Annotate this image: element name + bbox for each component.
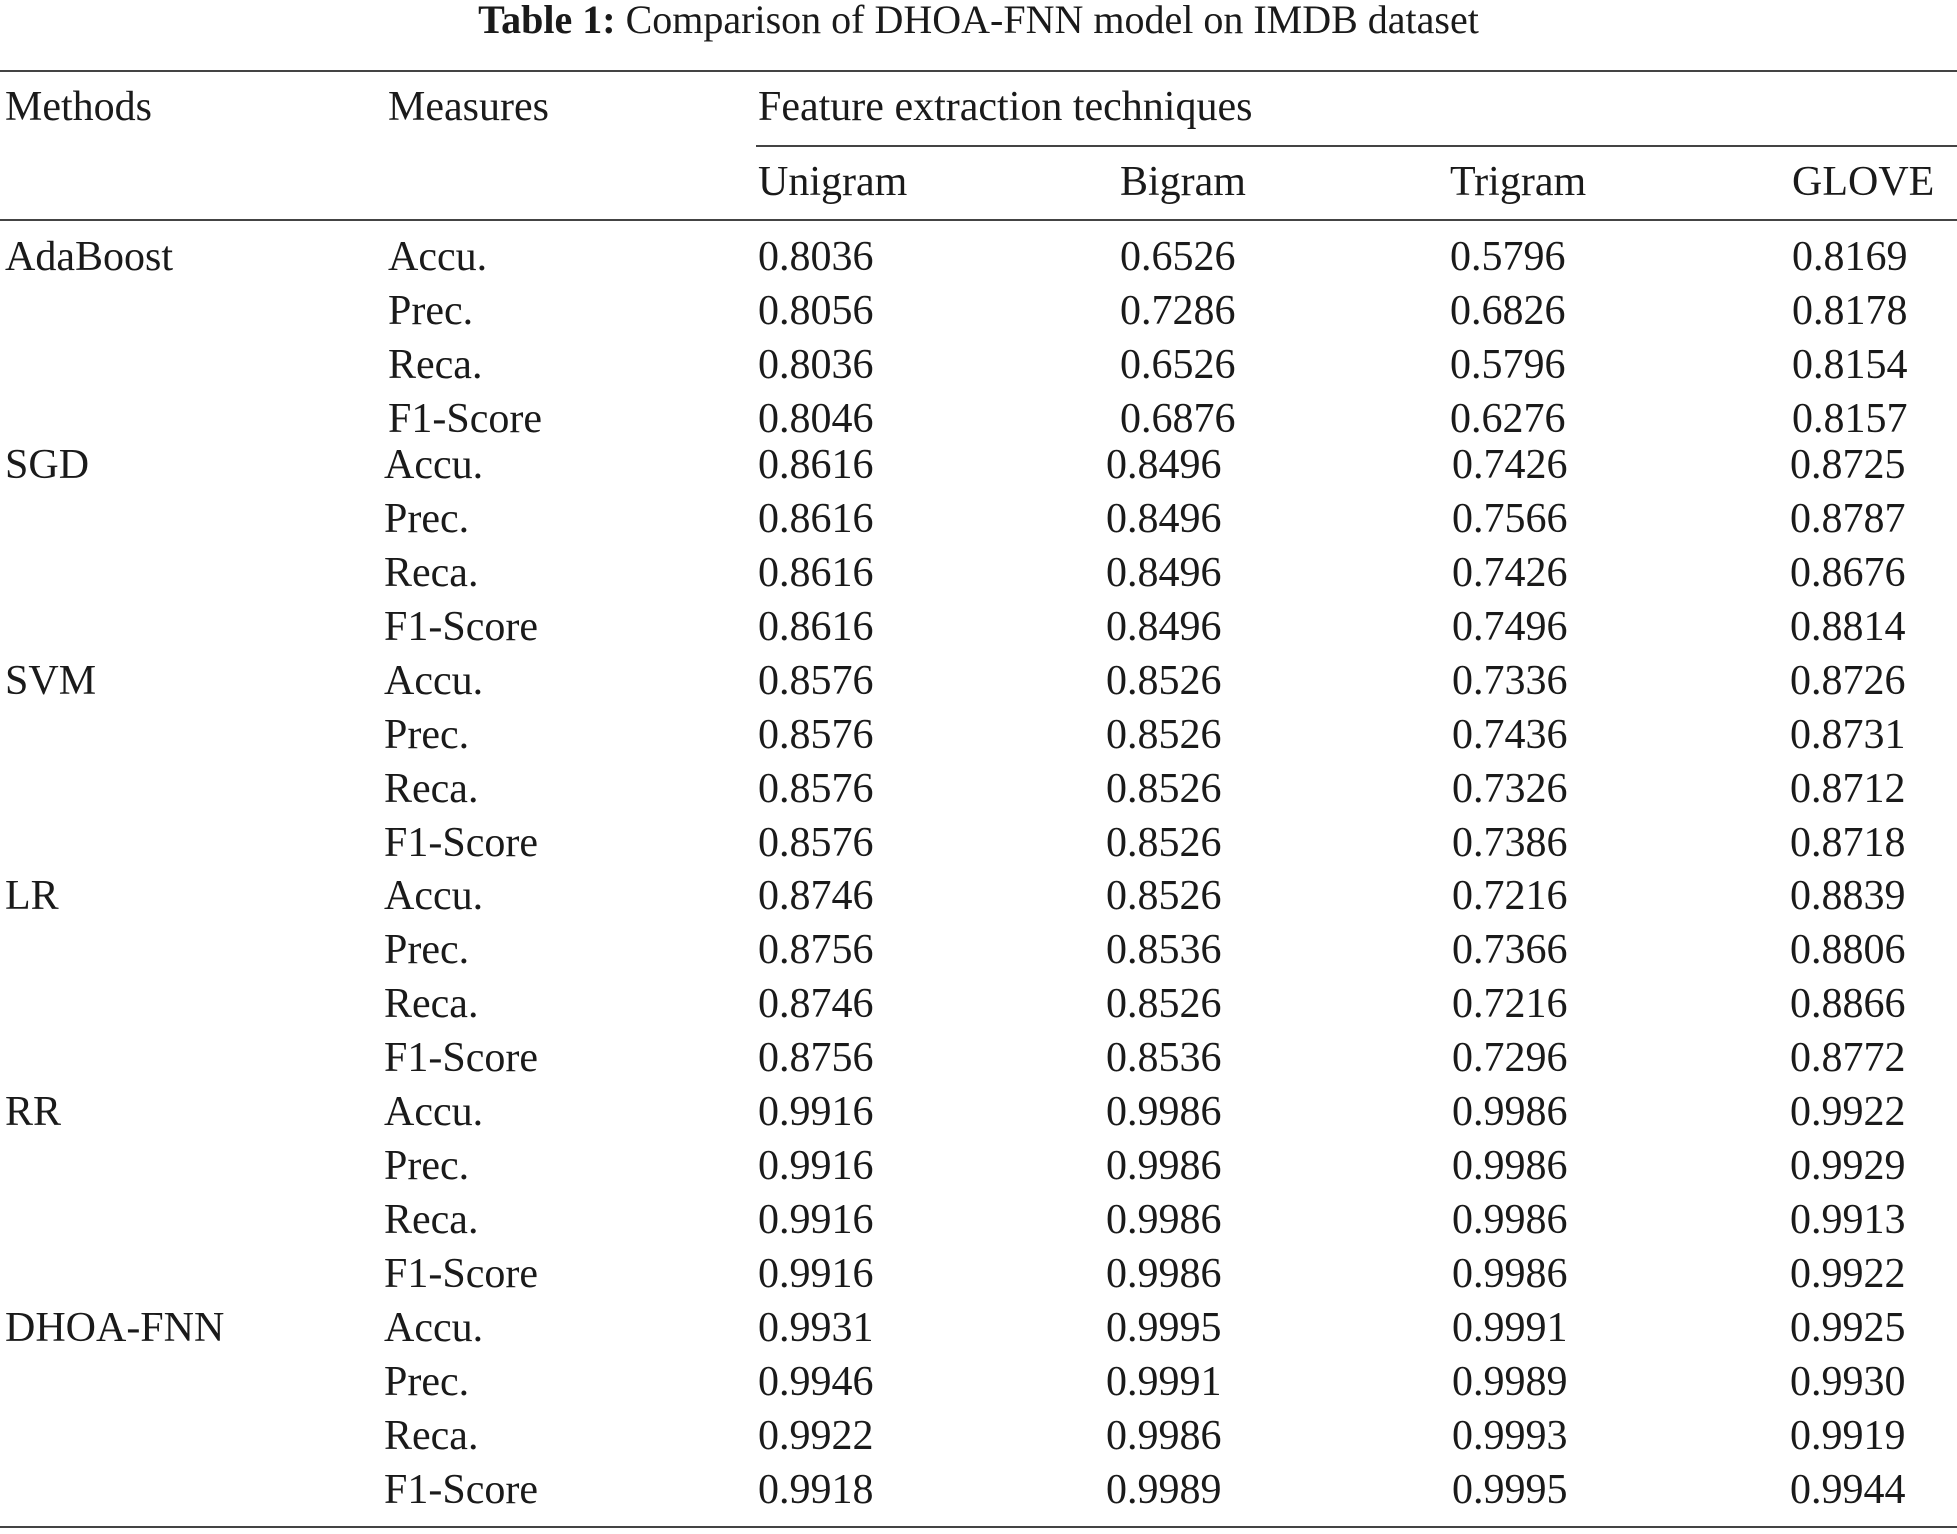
method-label: AdaBoost [5, 234, 173, 280]
top-rule [0, 70, 1957, 72]
table-caption [0, 0, 1957, 42]
measure-label: F1-Score [384, 1251, 538, 1297]
value-cell-trigram: 0.7216 [1452, 873, 1568, 919]
value-cell-unigram: 0.8616 [758, 442, 874, 488]
value-cell-trigram: 0.5796 [1450, 234, 1566, 280]
value-cell-glove: 0.8731 [1790, 712, 1906, 758]
value-cell-bigram: 0.8526 [1106, 820, 1222, 866]
value-cell-unigram: 0.8576 [758, 820, 874, 866]
value-cell-bigram: 0.8526 [1106, 873, 1222, 919]
value-cell-trigram: 0.7386 [1452, 820, 1568, 866]
value-cell-bigram: 0.6876 [1120, 396, 1236, 442]
value-cell-unigram: 0.8616 [758, 550, 874, 596]
value-cell-glove: 0.8772 [1790, 1035, 1906, 1081]
value-cell-trigram: 0.7496 [1452, 604, 1568, 650]
value-cell-unigram: 0.8576 [758, 712, 874, 758]
value-cell-trigram: 0.7326 [1452, 766, 1568, 812]
value-cell-bigram: 0.8496 [1106, 496, 1222, 542]
value-cell-glove: 0.8178 [1792, 288, 1908, 334]
value-cell-unigram: 0.8616 [758, 496, 874, 542]
value-cell-glove: 0.8157 [1792, 396, 1908, 442]
value-cell-unigram: 0.8756 [758, 927, 874, 973]
value-cell-bigram: 0.9986 [1106, 1197, 1222, 1243]
value-cell-unigram: 0.8056 [758, 288, 874, 334]
bottom-rule [0, 1526, 1957, 1528]
value-cell-bigram: 0.9986 [1106, 1089, 1222, 1135]
value-cell-glove: 0.9929 [1790, 1143, 1906, 1189]
value-cell-bigram: 0.8496 [1106, 604, 1222, 650]
measure-label: F1-Score [384, 1467, 538, 1513]
value-cell-bigram: 0.8526 [1106, 712, 1222, 758]
value-cell-trigram: 0.7566 [1452, 496, 1568, 542]
value-cell-trigram: 0.9986 [1452, 1251, 1568, 1297]
value-cell-glove: 0.8169 [1792, 234, 1908, 280]
measure-label: Prec. [388, 288, 474, 334]
value-cell-glove: 0.8806 [1790, 927, 1906, 973]
measure-label: Prec. [384, 1359, 470, 1405]
value-cell-glove: 0.8839 [1790, 873, 1906, 919]
value-cell-unigram: 0.9946 [758, 1359, 874, 1405]
measure-label: Reca. [384, 1197, 479, 1243]
value-cell-glove: 0.9944 [1790, 1467, 1906, 1513]
value-cell-trigram: 0.9989 [1452, 1359, 1568, 1405]
measure-label: Accu. [384, 1305, 484, 1351]
value-cell-unigram: 0.8036 [758, 342, 874, 388]
header-bigram: Bigram [1120, 159, 1246, 205]
value-cell-trigram: 0.7426 [1452, 550, 1568, 596]
method-label: LR [5, 873, 59, 919]
header-measures: Measures [388, 84, 549, 130]
value-cell-bigram: 0.9989 [1106, 1467, 1222, 1513]
header-methods: Methods [5, 84, 152, 130]
value-cell-bigram: 0.6526 [1120, 342, 1236, 388]
value-cell-glove: 0.8712 [1790, 766, 1906, 812]
value-cell-unigram: 0.9916 [758, 1251, 874, 1297]
measure-label: Accu. [384, 442, 484, 488]
value-cell-bigram: 0.8526 [1106, 658, 1222, 704]
value-cell-bigram: 0.9986 [1106, 1143, 1222, 1189]
value-cell-glove: 0.9922 [1790, 1089, 1906, 1135]
value-cell-glove: 0.8725 [1790, 442, 1906, 488]
value-cell-glove: 0.8718 [1790, 820, 1906, 866]
value-cell-unigram: 0.8616 [758, 604, 874, 650]
value-cell-trigram: 0.9986 [1452, 1197, 1568, 1243]
value-cell-unigram: 0.8746 [758, 873, 874, 919]
value-cell-unigram: 0.9931 [758, 1305, 874, 1351]
value-cell-glove: 0.8787 [1790, 496, 1906, 542]
value-cell-bigram: 0.8496 [1106, 550, 1222, 596]
measure-label: Reca. [384, 550, 479, 596]
value-cell-trigram: 0.9986 [1452, 1089, 1568, 1135]
value-cell-unigram: 0.9922 [758, 1413, 874, 1459]
measure-label: Accu. [388, 234, 488, 280]
value-cell-unigram: 0.9916 [758, 1089, 874, 1135]
measure-label: Accu. [384, 873, 484, 919]
header-rule [0, 219, 1957, 221]
measure-label: F1-Score [384, 1035, 538, 1081]
value-cell-bigram: 0.9995 [1106, 1305, 1222, 1351]
value-cell-trigram: 0.7336 [1452, 658, 1568, 704]
value-cell-unigram: 0.8576 [758, 658, 874, 704]
value-cell-glove: 0.8726 [1790, 658, 1906, 704]
header-unigram: Unigram [758, 159, 908, 205]
caption-text: Comparison of DHOA-FNN model on IMDB dataset [625, 0, 1479, 42]
measure-label: Reca. [384, 766, 479, 812]
group-rule [756, 145, 1957, 147]
header-glove: GLOVE [1792, 159, 1935, 205]
value-cell-unigram: 0.8046 [758, 396, 874, 442]
value-cell-glove: 0.9922 [1790, 1251, 1906, 1297]
value-cell-glove: 0.9930 [1790, 1359, 1906, 1405]
value-cell-unigram: 0.9918 [758, 1467, 874, 1513]
measure-label: Accu. [384, 1089, 484, 1135]
value-cell-trigram: 0.9991 [1452, 1305, 1568, 1351]
value-cell-trigram: 0.7426 [1452, 442, 1568, 488]
value-cell-glove: 0.9925 [1790, 1305, 1906, 1351]
method-label: DHOA-FNN [5, 1305, 225, 1351]
header-trigram: Trigram [1450, 159, 1587, 205]
measure-label: F1-Score [384, 820, 538, 866]
measure-label: Reca. [384, 981, 479, 1027]
value-cell-bigram: 0.8526 [1106, 981, 1222, 1027]
header-feature-group: Feature extraction techniques [758, 84, 1253, 130]
measure-label: Prec. [384, 1143, 470, 1189]
measure-label: Prec. [384, 496, 470, 542]
value-cell-trigram: 0.7216 [1452, 981, 1568, 1027]
value-cell-glove: 0.8814 [1790, 604, 1906, 650]
value-cell-bigram: 0.7286 [1120, 288, 1236, 334]
value-cell-trigram: 0.5796 [1450, 342, 1566, 388]
value-cell-glove: 0.9919 [1790, 1413, 1906, 1459]
caption-label: Table 1: [478, 0, 616, 42]
value-cell-unigram: 0.8576 [758, 766, 874, 812]
measure-label: Prec. [384, 927, 470, 973]
value-cell-trigram: 0.9986 [1452, 1143, 1568, 1189]
value-cell-glove: 0.8154 [1792, 342, 1908, 388]
value-cell-bigram: 0.9986 [1106, 1413, 1222, 1459]
measure-label: Reca. [384, 1413, 479, 1459]
value-cell-bigram: 0.9991 [1106, 1359, 1222, 1405]
value-cell-unigram: 0.8036 [758, 234, 874, 280]
value-cell-glove: 0.8676 [1790, 550, 1906, 596]
value-cell-trigram: 0.9995 [1452, 1467, 1568, 1513]
value-cell-bigram: 0.6526 [1120, 234, 1236, 280]
value-cell-bigram: 0.8536 [1106, 927, 1222, 973]
measure-label: Accu. [384, 658, 484, 704]
measure-label: Prec. [384, 712, 470, 758]
measure-label: Reca. [388, 342, 483, 388]
value-cell-glove: 0.8866 [1790, 981, 1906, 1027]
value-cell-bigram: 0.9986 [1106, 1251, 1222, 1297]
method-label: RR [5, 1089, 62, 1135]
measure-label: F1-Score [388, 396, 542, 442]
value-cell-glove: 0.9913 [1790, 1197, 1906, 1243]
method-label: SVM [5, 658, 97, 704]
method-label: SGD [5, 442, 90, 488]
value-cell-trigram: 0.9993 [1452, 1413, 1568, 1459]
value-cell-unigram: 0.9916 [758, 1197, 874, 1243]
value-cell-trigram: 0.7296 [1452, 1035, 1568, 1081]
value-cell-trigram: 0.6276 [1450, 396, 1566, 442]
value-cell-bigram: 0.8526 [1106, 766, 1222, 812]
value-cell-trigram: 0.6826 [1450, 288, 1566, 334]
measure-label: F1-Score [384, 604, 538, 650]
value-cell-unigram: 0.8756 [758, 1035, 874, 1081]
value-cell-unigram: 0.8746 [758, 981, 874, 1027]
value-cell-bigram: 0.8536 [1106, 1035, 1222, 1081]
value-cell-trigram: 0.7436 [1452, 712, 1568, 758]
value-cell-trigram: 0.7366 [1452, 927, 1568, 973]
value-cell-bigram: 0.8496 [1106, 442, 1222, 488]
value-cell-unigram: 0.9916 [758, 1143, 874, 1189]
